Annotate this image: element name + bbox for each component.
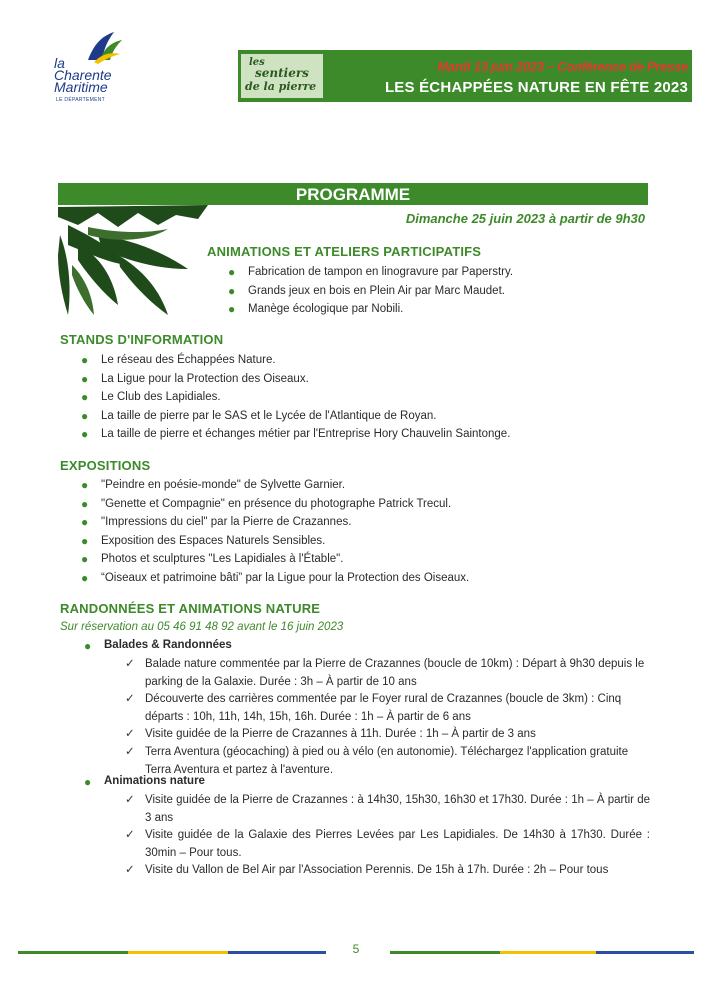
bullet-dot-icon: ● xyxy=(81,515,89,530)
bullet-dot-icon: ● xyxy=(228,283,236,298)
footer-line-blue-right xyxy=(596,951,694,954)
check-mark-icon: ✓ xyxy=(125,864,135,877)
check-mark-icon: ✓ xyxy=(125,728,135,741)
bullet-dot-icon: ● xyxy=(81,570,89,585)
sentiers-de-la-pierre-badge xyxy=(241,54,323,98)
bullet-dot-icon: ● xyxy=(81,390,89,405)
header-title: LES ÉCHAPPÉES NATURE EN FÊTE 2023 xyxy=(384,79,688,96)
header-banner xyxy=(238,50,692,102)
randonnees-heading: RANDONNÉES ET ANIMATIONS NATURE xyxy=(60,601,321,616)
list-item: ✓ Terra Aventura (géocaching) à pied ou à vélo (en autonomie). Téléchargez l'application gratuite Terra Aventura et partez à l'aventure. xyxy=(125,745,629,776)
programme-bar xyxy=(58,183,648,205)
bullet-dot-icon: ● xyxy=(81,496,89,511)
badge-text-line-1: les xyxy=(249,57,265,68)
footer-line-blue-left xyxy=(228,951,326,954)
badge-text-line-2: sentiers xyxy=(255,66,309,80)
bullet-dot-icon: ● xyxy=(81,427,89,442)
list-item: ● La taille de pierre et échanges métier par l'Entreprise Hory Chauvelin Saintonge. xyxy=(101,425,510,444)
animations-list xyxy=(228,263,514,319)
list-item: ● "Impressions du ciel" par la Pierre de Crazannes. xyxy=(101,513,469,532)
header-subtitle: Mardi 13 juin 2023 – Conférence de Presse xyxy=(437,59,688,74)
check-mark-icon: ✓ xyxy=(125,829,135,842)
footer-line-yellow-left xyxy=(128,951,228,954)
balades-title: Balades & Randonnées xyxy=(104,639,232,651)
logo-text-line-1: la xyxy=(54,55,65,71)
list-item: ● Grands jeux en bois en Plein Air par Marc Maudet. xyxy=(248,282,513,301)
list-item: ✓ Visite guidée de la Pierre de Crazannes à 11h. Durée : 1h – À partir de 3 ans xyxy=(145,726,650,744)
stands-heading: STANDS D'INFORMATION xyxy=(60,332,224,347)
footer-line-green-left xyxy=(18,951,128,954)
logo-subtitle: LE DÉPARTEMENT xyxy=(56,97,106,103)
check-mark-icon: ✓ xyxy=(125,658,135,670)
list-item: ✓ Visite guidée de la Galaxie des Pierres Levées par Les Lapidiales. De 14h30 à 17h30. Durée : 30min – Pour tous. xyxy=(125,829,650,859)
bullet-dot-icon: ● xyxy=(228,302,236,317)
stands-list xyxy=(81,351,511,444)
list-item: ● Exposition des Espaces Naturels Sensibles. xyxy=(101,532,469,551)
bullet-dot-icon: ● xyxy=(81,552,89,567)
list-item: ✓ Visite du Vallon de Bel Air par l'Association Perennis. De 15h à 17h. Durée : 2h – Pour tous xyxy=(145,862,650,880)
animations-nature-title: Animations nature xyxy=(104,775,205,787)
programme-date: Dimanche 25 juin 2023 à partir de 9h30 xyxy=(405,211,645,226)
bullet-dot-icon: ● xyxy=(81,408,89,423)
logo-text-line-3: Maritime xyxy=(54,79,108,95)
footer-line-green-right xyxy=(390,951,500,954)
bird-wings-icon xyxy=(84,30,124,64)
list-item: ● Photos et sculptures "Les Lapidiales à l'Étable". xyxy=(101,550,469,569)
list-item: ● Le Club des Lapidiales. xyxy=(101,388,510,407)
bullet-dot-icon: ● xyxy=(81,371,89,386)
logo-text-line-2: Charente xyxy=(54,67,112,83)
check-mark-icon: ✓ xyxy=(125,794,135,806)
bullet-dot-icon: ● xyxy=(228,265,236,279)
expositions-list xyxy=(81,476,470,588)
bullet-dot-icon: ● xyxy=(81,478,89,492)
fern-leaves-illustration xyxy=(58,205,218,325)
programme-title: PROGRAMME xyxy=(295,185,411,204)
bullet-dot-icon: ● xyxy=(84,639,92,653)
footer-line-yellow-right xyxy=(500,951,596,954)
check-mark-icon: ✓ xyxy=(125,745,135,758)
check-mark-icon: ✓ xyxy=(125,693,135,706)
reservation-note: Sur réservation au 05 46 91 48 92 avant le 16 juin 2023 xyxy=(60,621,344,633)
list-item: ✓ Balade nature commentée par la Pierre de Crazannes (boucle de 10km) : Départ à 9h30 depuis le parking de la Galaxie. Durée : 3h – À partir de 10 ans xyxy=(125,658,645,688)
balades-list xyxy=(125,656,650,779)
page-number: 5 xyxy=(352,942,360,956)
animations-heading: ANIMATIONS ET ATELIERS PARTICIPATIFS xyxy=(207,244,482,259)
list-item: ● Manège écologique par Nobili. xyxy=(248,300,513,319)
list-item: ● "Peindre en poésie-monde" de Sylvette Garnier. xyxy=(101,476,469,495)
bullet-dot-icon: ● xyxy=(84,775,92,789)
animations-nature-list xyxy=(125,792,650,880)
expositions-heading: EXPOSITIONS xyxy=(60,458,151,473)
list-item: ● Fabrication de tampon en linogravure par Paperstry. xyxy=(248,263,513,282)
bullet-dot-icon: ● xyxy=(81,353,89,367)
list-item: ● "Genette et Compagnie" en présence du photographe Patrick Trecul. xyxy=(101,495,469,514)
list-item: ● “Oiseaux et patrimoine bâti” par la Ligue pour la Protection des Oiseaux. xyxy=(101,569,469,588)
bullet-dot-icon: ● xyxy=(81,533,89,548)
list-item: ● La Ligue pour la Protection des Oiseaux. xyxy=(101,370,510,389)
list-item: ● La taille de pierre par le SAS et le Lycée de l'Atlantique de Royan. xyxy=(101,407,510,426)
list-item: ● Le réseau des Échappées Nature. xyxy=(101,351,510,370)
list-item: ✓ Visite guidée de la Pierre de Crazannes : à 14h30, 15h30, 16h30 et 17h30. Durée : 1h – À partir de 3 ans xyxy=(125,794,650,824)
badge-text-line-3: de la pierre xyxy=(245,80,317,93)
list-item: ✓ Découverte des carrières commentée par le Foyer rural de Crazannes (boucle de 3km) : Cinq départs : 10h, 11h, 14h, 15h, 16h. Durée : 1h – À partir de 6 ans xyxy=(125,693,622,723)
